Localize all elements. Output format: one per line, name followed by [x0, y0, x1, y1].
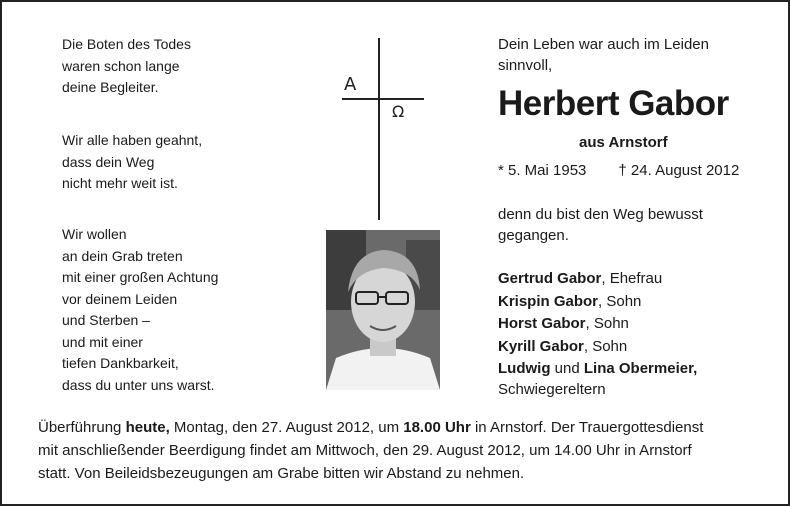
mourner-name: Ludwig	[498, 360, 551, 377]
life-dates	[498, 162, 739, 179]
mourner-entry	[498, 336, 697, 359]
cross-beam	[342, 98, 424, 100]
mourner-relation: Schwiegereltern	[498, 380, 606, 398]
footer-line: statt. Von Beileidsbezeugungen am Grabe bitten wir Abstand zu nehmen.	[38, 465, 525, 482]
verse-line: denn du bist den Weg bewusst	[498, 206, 703, 223]
footer-text: Montag, den 27. August 2012, um	[169, 419, 404, 436]
mourner-name: Gertrud Gabor	[498, 270, 602, 287]
intro-text	[498, 34, 709, 76]
hometown: aus Arnstorf	[579, 134, 668, 151]
mourner-entry	[498, 291, 697, 314]
poem-stanza-1	[62, 34, 191, 99]
poem-line: dass du unter uns warst.	[62, 376, 215, 393]
footer-emphasis: 18.00 Uhr	[403, 419, 471, 436]
alpha-symbol: A	[344, 74, 357, 95]
poem-line: Wir wollen	[62, 226, 127, 242]
poem-line: deine Begleiter.	[62, 79, 159, 95]
poem-line: waren schon lange	[62, 57, 180, 74]
verse-line: gegangen.	[498, 227, 569, 244]
poem-stanza-2	[62, 130, 202, 195]
poem-stanza-3	[62, 224, 218, 396]
omega-symbol: Ω	[392, 102, 405, 121]
funeral-details	[38, 416, 768, 485]
cross-icon	[378, 38, 380, 220]
verse-text	[498, 204, 703, 246]
birth-date: * 5. Mai 1953	[498, 162, 587, 179]
mourner-entry	[498, 268, 697, 291]
footer-line	[38, 416, 768, 439]
poem-line: dass dein Weg	[62, 153, 155, 170]
mourner-relation: , Sohn	[583, 337, 628, 355]
mourner-relation: , Sohn	[585, 315, 629, 332]
poem-line: Die Boten des Todes	[62, 36, 191, 52]
portrait-photo	[326, 230, 440, 390]
mourners-list	[498, 268, 697, 398]
death-date: † 24. August 2012	[618, 162, 740, 179]
mourner-relation: , Sohn	[598, 292, 642, 310]
mourner-name: Krispin Gabor	[498, 292, 599, 310]
footer-text: in Arnstorf. Der Trauergottesdienst	[470, 419, 704, 436]
poem-line: Wir alle haben geahnt,	[62, 132, 203, 148]
poem-line: nicht mehr weit ist.	[62, 175, 178, 191]
poem-line: tiefen Dankbarkeit,	[62, 355, 179, 371]
mourner-entry	[498, 358, 697, 381]
mourner-relation: , Ehefrau	[601, 270, 663, 287]
intro-line: Dein Leben war auch im Leiden	[498, 36, 709, 53]
mourner-name: Kyrill Gabor	[498, 337, 584, 355]
deceased-name: Herbert Gabor	[498, 84, 729, 123]
poem-line: mit einer großen Achtung	[62, 269, 219, 285]
poem-line: vor deinem Leiden	[62, 290, 178, 307]
mourner-entry	[498, 313, 697, 336]
footer-line: mit anschließender Beerdigung findet am Mittwoch, den 29. August 2012, um 14.00 Uhr in Arnstorf	[38, 442, 692, 459]
footer-text: Überführung	[38, 419, 126, 436]
mourner-name: Horst Gabor	[498, 315, 586, 332]
intro-line: sinnvoll,	[498, 57, 553, 74]
footer-emphasis: heute,	[125, 419, 170, 436]
poem-line: und Sterben –	[62, 312, 150, 328]
mourner-joiner: und	[550, 360, 584, 377]
poem-line: und mit einer	[62, 333, 143, 350]
poem-line: an dein Grab treten	[62, 247, 183, 264]
mourner-name: Lina Obermeier,	[583, 360, 698, 377]
